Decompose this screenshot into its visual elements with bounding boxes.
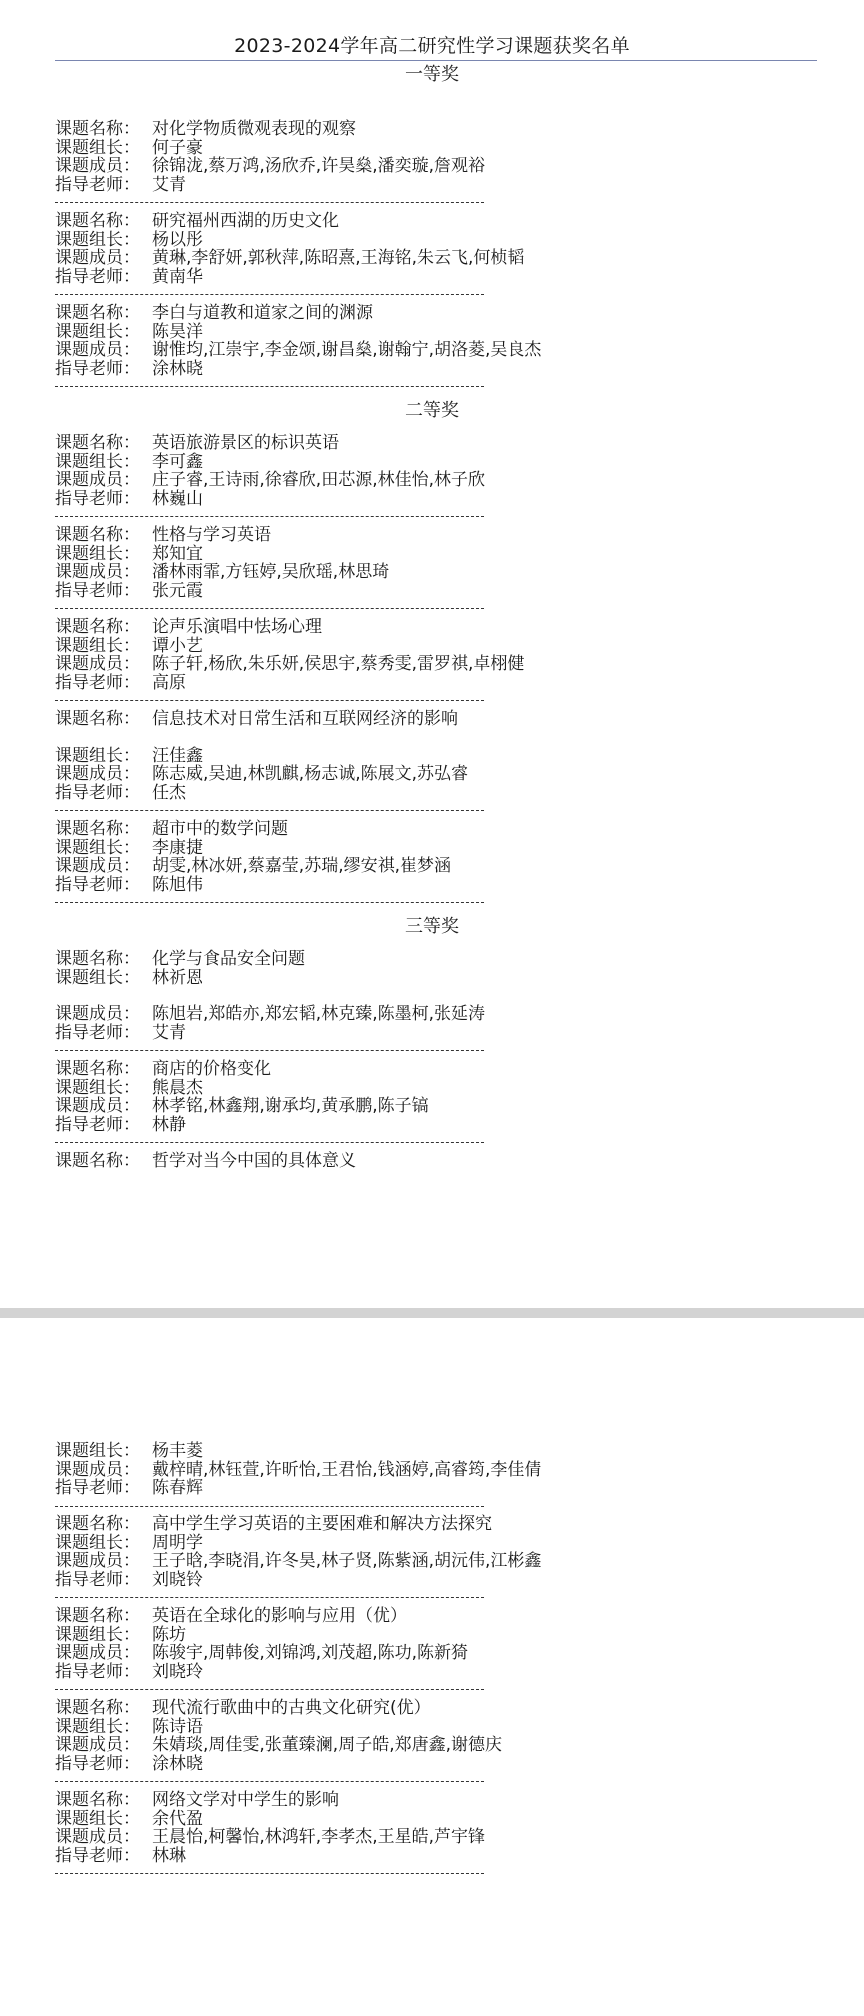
award-entry <box>55 820 615 903</box>
topic-leader: 余代盈 <box>152 1808 203 1829</box>
label-name: 课题名称： <box>55 617 140 638</box>
dashed-separator <box>55 1773 484 1782</box>
label-members: 课题成员： <box>55 1551 140 1572</box>
label-name: 课题名称： <box>55 819 140 840</box>
award-entry <box>55 120 615 203</box>
dashed-separator <box>55 692 484 701</box>
label-leader: 课题组长： <box>55 1077 140 1098</box>
label-leader: 课题组长： <box>55 451 140 472</box>
topic-leader: 陈昊洋 <box>152 321 203 342</box>
label-members: 课题成员： <box>55 1735 140 1756</box>
topic-teacher: 高原 <box>152 672 186 693</box>
label-members: 课题成员： <box>55 1827 140 1848</box>
award-entry <box>55 434 615 517</box>
label-members: 课题成员： <box>55 1459 140 1480</box>
label-members: 课题成员： <box>55 248 140 269</box>
dashed-separator <box>55 894 484 903</box>
dashed-separator <box>55 378 484 387</box>
label-teacher: 指导老师： <box>55 580 140 601</box>
topic-members: 王子晗,李晓涓,许冬昊,林子贤,陈紫涵,胡沅伟,江彬鑫 <box>152 1551 542 1572</box>
award-entry <box>55 1791 615 1874</box>
label-members: 课题成员： <box>55 156 140 177</box>
label-name: 课题名称： <box>55 1698 140 1719</box>
topic-teacher: 陈旭伟 <box>152 874 203 895</box>
topic-members: 黄琳,李舒妍,郭秋萍,陈昭熹,王海铭,朱云飞,何桢韬 <box>152 248 525 269</box>
label-name: 课题名称： <box>55 211 140 232</box>
topic-name: 论声乐演唱中怯场心理 <box>152 617 322 638</box>
label-leader: 课题组长： <box>55 635 140 656</box>
topic-teacher: 涂林晓 <box>152 1753 203 1774</box>
label-teacher: 指导老师： <box>55 1661 140 1682</box>
label-teacher: 指导老师： <box>55 1022 140 1043</box>
topic-members: 潘林雨霏,方钰婷,吴欣瑶,林思琦 <box>152 562 390 583</box>
topic-teacher: 任杰 <box>152 782 186 803</box>
label-name: 课题名称： <box>55 1790 140 1811</box>
label-leader: 课题组长： <box>55 1808 140 1829</box>
topic-name: 对化学物质微观表现的观察 <box>152 119 356 140</box>
topic-name: 研究福州西湖的历史文化 <box>152 211 339 232</box>
dashed-separator <box>55 286 484 295</box>
label-teacher: 指导老师： <box>55 174 140 195</box>
label-members: 课题成员： <box>55 654 140 675</box>
topic-teacher: 涂林晓 <box>152 358 203 379</box>
topic-members: 林孝铭,林鑫翔,谢承均,黄承鹏,陈子镐 <box>152 1096 429 1117</box>
award-entry <box>55 526 615 609</box>
label-name: 课题名称： <box>55 949 140 970</box>
topic-name: 高中学生学习英语的主要困难和解决方法探究 <box>152 1514 492 1535</box>
label-members: 课题成员： <box>55 856 140 877</box>
topic-leader: 杨以彤 <box>152 229 203 250</box>
topic-members: 陈骏宇,周韩俊,刘锦鸿,刘茂超,陈功,陈新猗 <box>152 1643 469 1664</box>
label-members: 课题成员： <box>55 470 140 491</box>
label-teacher: 指导老师： <box>55 672 140 693</box>
label-name: 课题名称： <box>55 525 140 546</box>
topic-name: 英语在全球化的影响与应用（优） <box>152 1606 407 1627</box>
topic-members: 陈旭岩,郑皓亦,郑宏韬,林克臻,陈墨柯,张延涛 <box>152 1004 486 1025</box>
dashed-separator <box>55 1865 484 1874</box>
dashed-separator <box>55 1134 484 1143</box>
dashed-separator <box>55 600 484 609</box>
award-entry <box>55 1060 615 1143</box>
topic-name: 信息技术对日常生活和互联网经济的影响 <box>152 709 458 730</box>
topic-teacher: 黄南华 <box>152 266 203 287</box>
label-teacher: 指导老师： <box>55 1845 140 1866</box>
award-entry <box>55 710 615 811</box>
topic-name: 英语旅游景区的标识英语 <box>152 433 339 454</box>
topic-name: 现代流行歌曲中的古典文化研究(优） <box>152 1698 431 1719</box>
label-teacher: 指导老师： <box>55 358 140 379</box>
label-members: 课题成员： <box>55 340 140 361</box>
dashed-separator <box>55 1498 484 1507</box>
topic-members: 胡雯,林冰妍,蔡嘉莹,苏瑞,缪安祺,崔梦涵 <box>152 856 452 877</box>
label-leader: 课题组长： <box>55 137 140 158</box>
label-teacher: 指导老师： <box>55 488 140 509</box>
topic-name: 商店的价格变化 <box>152 1059 271 1080</box>
topic-leader: 李可鑫 <box>152 451 203 472</box>
topic-members: 谢惟均,江崇宇,李金颂,谢昌燊,谢翰宁,胡洛菱,吴良杰 <box>152 340 542 361</box>
topic-leader: 郑知宜 <box>152 543 203 564</box>
award-entry <box>55 304 615 387</box>
label-leader: 课题组长： <box>55 321 140 342</box>
label-leader: 课题组长： <box>55 229 140 250</box>
topic-leader: 李康捷 <box>152 837 203 858</box>
label-leader: 课题组长： <box>55 1532 140 1553</box>
page-break <box>0 1308 864 1318</box>
topic-leader: 杨丰菱 <box>152 1441 203 1462</box>
dashed-separator <box>55 802 484 811</box>
label-name: 课题名称： <box>55 303 140 324</box>
label-teacher: 指导老师： <box>55 1569 140 1590</box>
label-members: 课题成员： <box>55 1643 140 1664</box>
topic-leader: 陈坊 <box>152 1624 186 1645</box>
topic-leader: 汪佳鑫 <box>152 745 203 766</box>
topic-members: 庄子睿,王诗雨,徐睿欣,田芯源,林佳怡,林子欣 <box>152 470 486 491</box>
label-name: 课题名称： <box>55 1606 140 1627</box>
prize-heading: 三等奖 <box>405 916 459 937</box>
page-2 <box>0 1318 864 2016</box>
topic-leader: 谭小艺 <box>152 635 203 656</box>
label-leader: 课题组长： <box>55 1716 140 1737</box>
topic-teacher: 刘晓铃 <box>152 1569 203 1590</box>
label-teacher: 指导老师： <box>55 782 140 803</box>
topic-teacher: 陈春辉 <box>152 1478 203 1499</box>
topic-teacher: 张元霞 <box>152 580 203 601</box>
prize-heading: 二等奖 <box>405 400 459 421</box>
topic-name: 超市中的数学问题 <box>152 819 288 840</box>
label-name: 课题名称： <box>55 1059 140 1080</box>
award-entry <box>55 1607 615 1690</box>
label-leader: 课题组长： <box>55 543 140 564</box>
topic-name: 李白与道教和道家之间的渊源 <box>152 303 373 324</box>
dashed-separator <box>55 508 484 517</box>
label-teacher: 指导老师： <box>55 1753 140 1774</box>
topic-members: 徐锦泷,蔡万鸿,汤欣乔,许昊燊,潘奕璇,詹观裕 <box>152 156 486 177</box>
topic-members: 陈子轩,杨欣,朱乐妍,侯思宇,蔡秀雯,雷罗祺,卓栩健 <box>152 654 525 675</box>
label-members: 课题成员： <box>55 1096 140 1117</box>
topic-members: 王晨怡,柯馨怡,林鸿轩,李孝杰,王星皓,芦宇锋 <box>152 1827 486 1848</box>
award-entry <box>55 618 615 701</box>
topic-teacher: 艾青 <box>152 1022 186 1043</box>
topic-teacher: 刘晓玲 <box>152 1661 203 1682</box>
topic-members: 戴梓晴,林钰萱,许昕怡,王君怡,钱涵婷,高睿筠,李佳倩 <box>152 1459 542 1480</box>
label-name: 课题名称： <box>55 709 140 730</box>
label-leader: 课题组长： <box>55 1624 140 1645</box>
topic-name: 网络文学对中学生的影响 <box>152 1790 339 1811</box>
label-name: 课题名称： <box>55 119 140 140</box>
prize-heading: 一等奖 <box>405 64 459 85</box>
topic-name: 哲学对当今中国的具体意义 <box>152 1151 356 1172</box>
topic-members: 陈志威,吴迪,林凯麒,杨志诚,陈展文,苏弘睿 <box>152 764 469 785</box>
topic-teacher: 林静 <box>152 1114 186 1135</box>
topic-leader: 林祈恩 <box>152 967 203 988</box>
label-teacher: 指导老师： <box>55 1114 140 1135</box>
topic-name: 性格与学习英语 <box>152 525 271 546</box>
award-entry <box>55 1152 615 1171</box>
label-members: 课题成员： <box>55 562 140 583</box>
label-name: 课题名称： <box>55 1151 140 1172</box>
dashed-separator <box>55 1681 484 1690</box>
topic-teacher: 林巍山 <box>152 488 203 509</box>
label-name: 课题名称： <box>55 1514 140 1535</box>
topic-teacher: 艾青 <box>152 174 186 195</box>
topic-leader: 熊晨杰 <box>152 1077 203 1098</box>
label-teacher: 指导老师： <box>55 266 140 287</box>
topic-teacher: 林琳 <box>152 1845 186 1866</box>
topic-members: 朱婧琰,周佳雯,张董臻澜,周子皓,郑唐鑫,谢德庆 <box>152 1735 503 1756</box>
label-teacher: 指导老师： <box>55 874 140 895</box>
label-members: 课题成员： <box>55 764 140 785</box>
topic-leader: 何子豪 <box>152 137 203 158</box>
label-name: 课题名称： <box>55 433 140 454</box>
award-entry <box>55 212 615 295</box>
dashed-separator <box>55 1042 484 1051</box>
award-entry <box>55 1699 615 1782</box>
award-entry <box>55 1442 615 1507</box>
label-leader: 课题组长： <box>55 967 140 988</box>
label-members: 课题成员： <box>55 1004 140 1025</box>
dashed-separator <box>55 1589 484 1598</box>
topic-leader: 陈诗语 <box>152 1716 203 1737</box>
award-entry <box>55 950 615 1051</box>
topic-name: 化学与食品安全问题 <box>152 949 305 970</box>
label-leader: 课题组长： <box>55 837 140 858</box>
dashed-separator <box>55 194 484 203</box>
label-teacher: 指导老师： <box>55 1478 140 1499</box>
document-title: 2023-2024学年高二研究性学习课题获奖名单 <box>234 35 630 57</box>
award-entry <box>55 1515 615 1598</box>
label-leader: 课题组长： <box>55 1441 140 1462</box>
topic-leader: 周明学 <box>152 1532 203 1553</box>
label-leader: 课题组长： <box>55 745 140 766</box>
